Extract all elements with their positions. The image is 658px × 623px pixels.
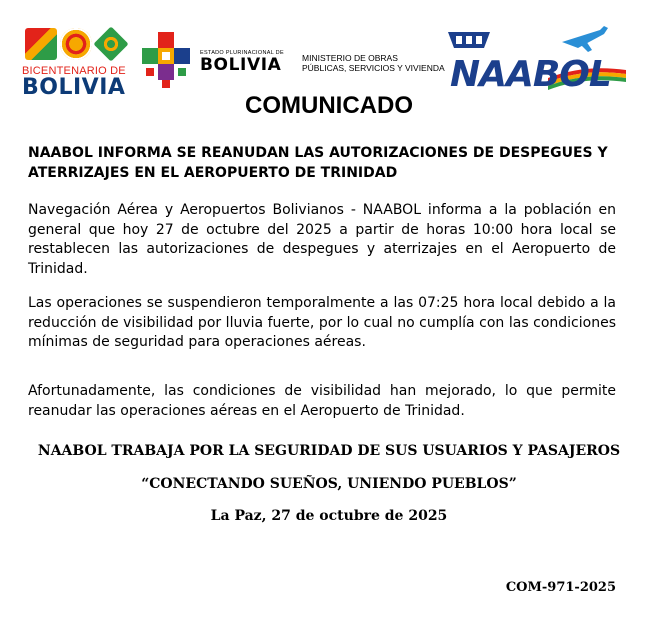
paragraph: Las operaciones se suspendieron temporalmente a las 07:25 hora local debido a la reducción de visibilidad por lluvia fuerte, por lo cual no cumplía con las condiciones mínimas de seguridad para operaciones aéreas. — [28, 295, 616, 351]
bicentenario-big-text: BOLIVIA — [22, 75, 126, 100]
ministerio-logo — [302, 53, 445, 73]
ministerio-line-1: MINISTERIO DE OBRAS — [302, 53, 398, 63]
paragraph: Navegación Aérea y Aeropuertos Bolivianos - NAABOL informa a la población en general que hoy 27 de octubre del 2025 a partir de horas 10:00 hora local se restablecen las autorizaciones de despegues y aterrizajes en el Aeropuerto de Trinidad. — [28, 202, 616, 277]
estado-emblem-icon — [138, 32, 194, 88]
paragraph: Afortunadamente, las condiciones de visibilidad han mejorado, lo que permite reanudar las operaciones aéreas en el Aeropuerto de Trinidad. — [28, 383, 616, 419]
slogan: “CONECTANDO SUEÑOS, UNIENDO PUEBLOS” — [141, 476, 517, 492]
bicentenario-small-text: BICENTENARIO DE — [22, 65, 126, 77]
estado-big-text: BOLIVIA — [200, 55, 282, 75]
ministerio-line-2: PÚBLICAS, SERVICIOS Y VIVIENDA — [302, 63, 445, 73]
document-reference: COM-971-2025 — [505, 580, 616, 595]
place-date: La Paz, 27 de octubre de 2025 — [210, 508, 448, 524]
document-subheading: NAABOL INFORMA SE REANUDAN LAS AUTORIZACIONES DE DESPEGUES Y ATERRIZAJES EN EL AEROPUERTO DE TRINIDAD — [28, 145, 608, 181]
closing-statement: NAABOL TRABAJA POR LA SEGURIDAD DE SUS USUARIOS Y PASAJEROS — [37, 443, 621, 459]
document-heading: COMUNICADO — [245, 92, 413, 119]
naabol-logo — [444, 22, 630, 95]
estado-plurinacional-logo — [138, 32, 290, 88]
estado-small-text: ESTADO PLURINACIONAL DE — [200, 50, 284, 56]
naabol-wordmark: NAABOL — [450, 54, 611, 95]
bicentenario-emblem-icon — [25, 28, 134, 60]
